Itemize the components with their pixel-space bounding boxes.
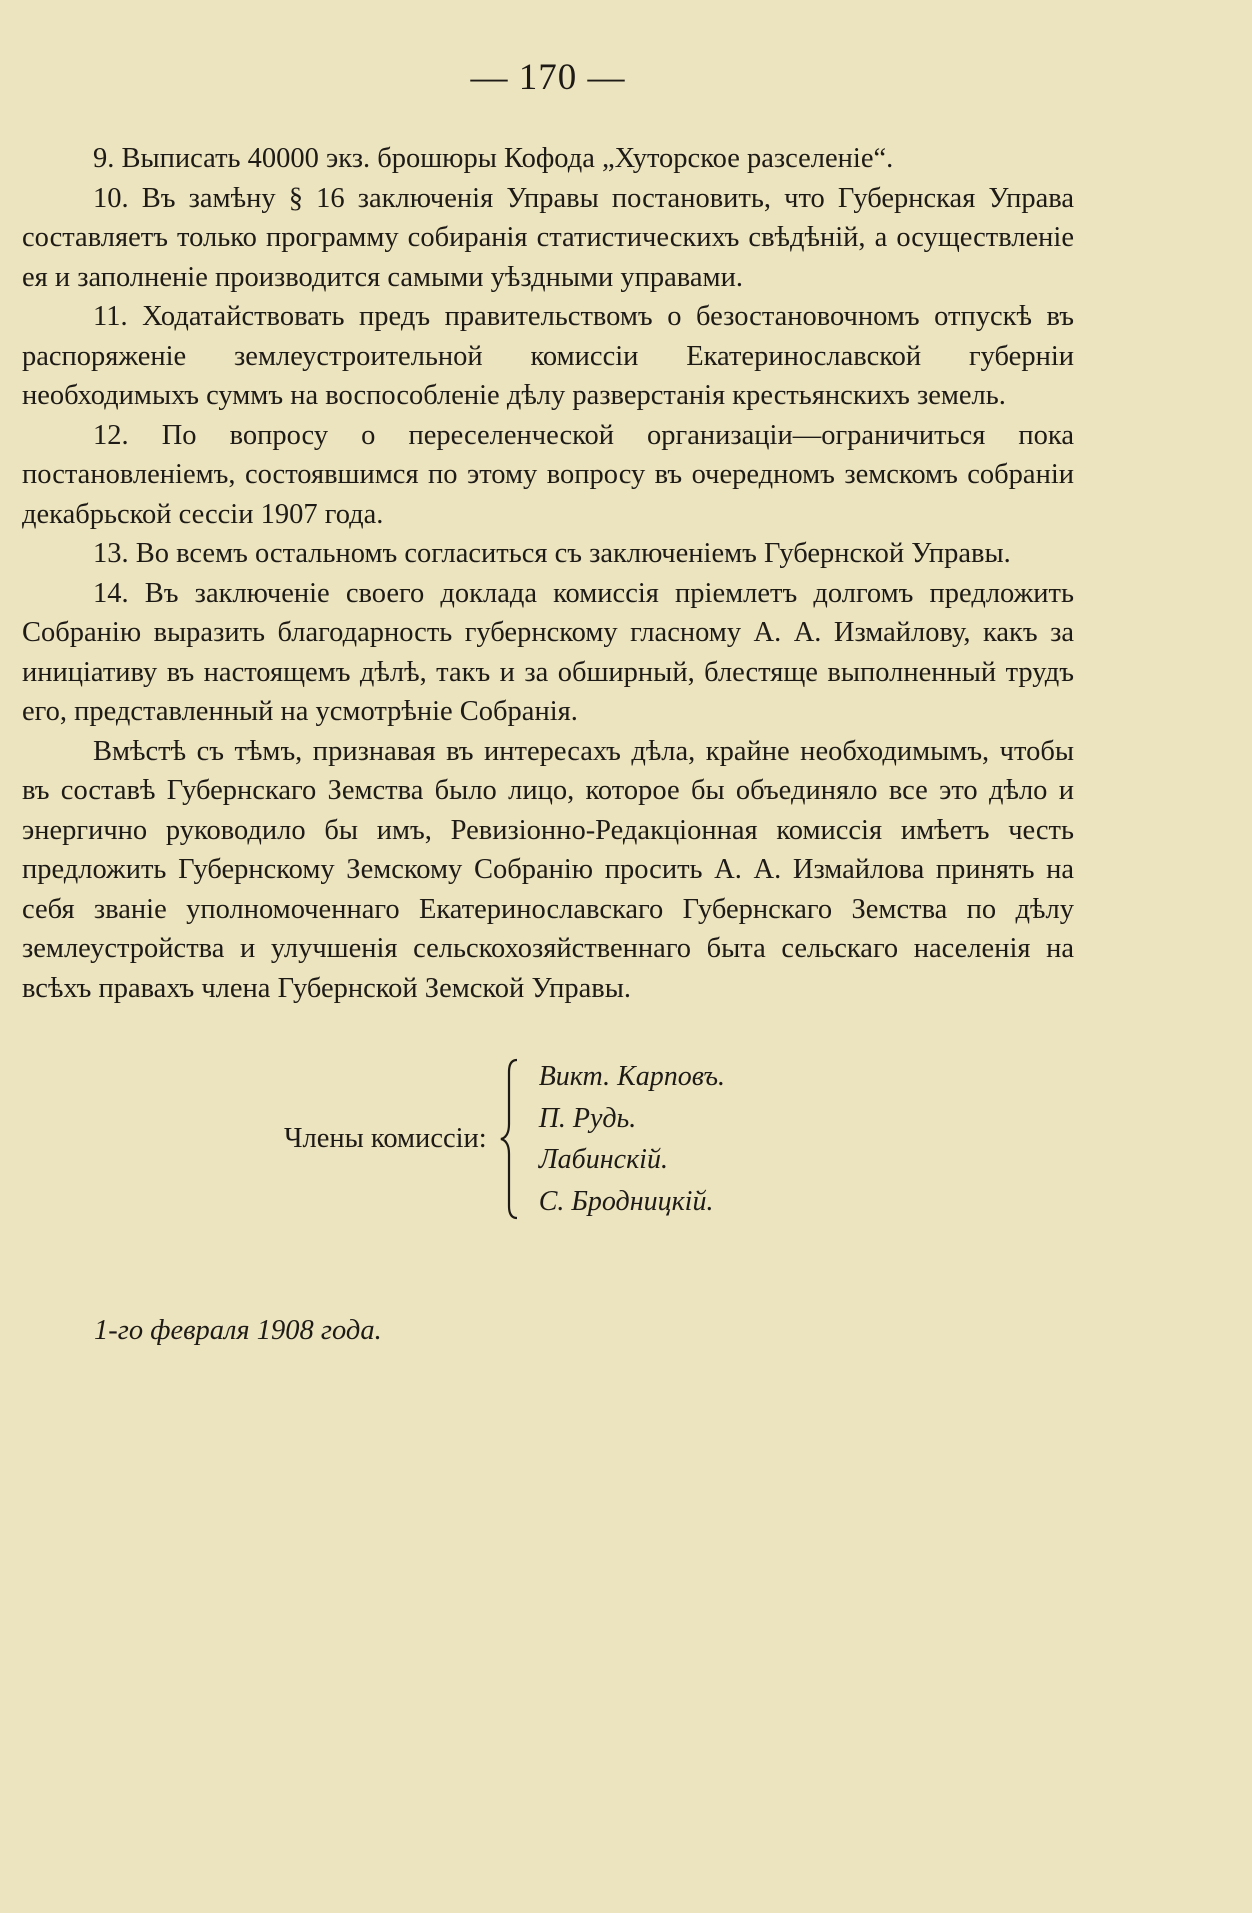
paragraph-item-10: 10. Въ замѣну § 16 заключенія Управы постановить, что Губернская Управа составляетъ только программу собиранія статистическихъ свѣдѣній, а осуществленіе ея и заполненіе производится самыми уѣздными управами.	[22, 182, 1074, 293]
signature-name: Лабинскій.	[538, 1144, 668, 1175]
body-text	[22, 139, 1074, 1008]
paragraph-item-14: 14. Въ заключеніе своего доклада комиссія пріемлетъ долгомъ предложить Собранію выразить благодарность губернскому гласному А. А. Измайлову, какъ за иниціативу въ настоящемъ дѣлѣ, такъ и за обширный, блестяще выполненный трудъ его, представленный на усмотрѣніе Собранія.	[22, 577, 1074, 727]
paragraph-item-11: 11. Ходатайствовать предъ правительствомъ о безостановочномъ отпускѣ въ распоряженіе землеустроительной комиссіи Екатеринославской губерніи необходимыхъ суммъ на воспособленіе дѣлу разверстанія крестьянскихъ земель.	[22, 301, 1074, 411]
document-date: 1-го февраля 1908 года.	[94, 1315, 382, 1346]
curly-brace-icon	[497, 1058, 521, 1220]
signature-name: Викт. Карповъ.	[538, 1061, 726, 1092]
signature-names	[539, 1056, 725, 1222]
paragraph-item-13: 13. Во всемъ остальномъ согласиться съ заключеніемъ Губернской Управы.	[93, 538, 1011, 569]
signature-label: Члены комиссіи:	[284, 1123, 487, 1154]
page-number: — 170 —	[470, 57, 626, 98]
signature-name: С. Бродницкій.	[538, 1185, 714, 1217]
signature-block	[284, 1056, 1074, 1222]
paragraph-conclusion: Вмѣстѣ съ тѣмъ, признавая въ интересахъ дѣла, крайне необходимымъ, чтобы въ составѣ Губернскаго Земства было лицо, которое бы объединяло все это дѣло и энергично руководило бы имъ, Ревизіонно-Редакціонная комиссія имѣетъ честь предложить Губернскому Земскому Собранію просить А. А. Измайлова принять на себя званіе уполномоченнаго Екатеринославскаго Губернскаго Земства по дѣлу землеустройства и улучшенія сельскохозяйственнаго быта сельскаго населенія на всѣхъ правахъ члена Губернской Земской Управы.	[22, 735, 1074, 1004]
paragraph-item-12: 12. По вопросу о переселенческой организаціи—ограничиться пока постановленіемъ, состоявшимся по этому вопросу въ очередномъ земскомъ собраніи декабрьской сессіи 1907 года.	[22, 419, 1074, 530]
paragraph-item-9: 9. Выписать 40000 экз. брошюры Кофода „Хуторское разселеніе“.	[93, 143, 894, 174]
signature-name: П. Рудь.	[538, 1102, 637, 1134]
